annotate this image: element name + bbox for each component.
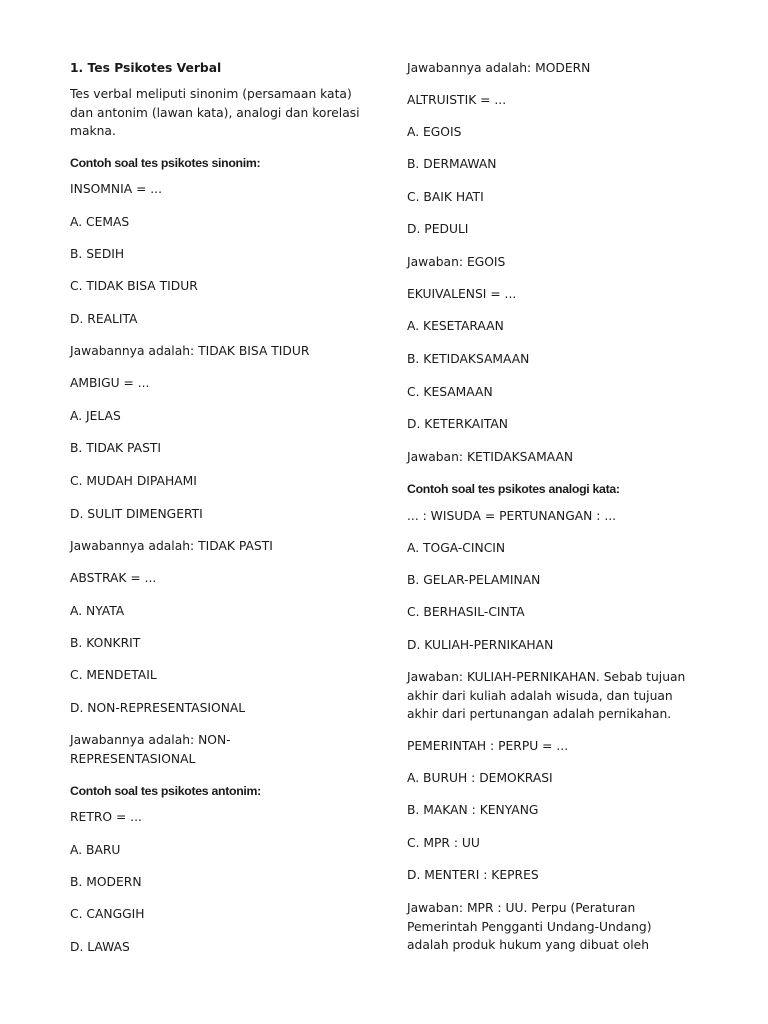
antonim-heading: Contoh soal tes psikotes antonim:	[70, 784, 261, 798]
answer-explanation: Jawaban: KULIAH-PERNIKAHAN. Sebab tujuan akhir dari kuliah adalah wisuda, dan tujuan akhir dari pertunangan adalah pernikahan.	[407, 670, 686, 721]
option-a: A. NYATA	[70, 604, 125, 618]
option-c: C. MPR : UU	[407, 836, 480, 850]
option-c: C. MUDAH DIPAHAMI	[70, 474, 197, 488]
question-altruistik: ALTRUISTIK = ...	[407, 93, 507, 107]
question-pemerintah: PEMERINTAH : PERPU = ...	[407, 739, 569, 753]
question-ambigu: AMBIGU = ...	[70, 376, 150, 390]
option-a: A. BURUH : DEMOKRASI	[407, 771, 553, 785]
option-d: D. REALITA	[70, 312, 138, 326]
option-d: D. MENTERI : KEPRES	[407, 868, 539, 882]
answer-explanation: Jawaban: MPR : UU. Perpu (Peraturan Pemerintah Pengganti Undang-Undang) adalah produk hukum yang dibuat oleh	[407, 901, 652, 952]
option-d: D. KULIAH-PERNIKAHAN	[407, 638, 554, 652]
option-a: A. JELAS	[70, 409, 121, 423]
question-ekuivalensi: EKUIVALENSI = ...	[407, 287, 517, 301]
section-title: 1. Tes Psikotes Verbal	[70, 61, 222, 75]
answer: Jawabannya adalah: NON-REPRESENTASIONAL	[70, 733, 231, 766]
option-c: C. TIDAK BISA TIDUR	[70, 279, 198, 293]
option-a: A. KESETARAAN	[407, 319, 504, 333]
option-c: C. CANGGIH	[70, 907, 145, 921]
analogi-heading: Contoh soal tes psikotes analogi kata:	[407, 482, 620, 496]
option-d: D. NON-REPRESENTASIONAL	[70, 701, 246, 715]
option-d: D. SULIT DIMENGERTI	[70, 507, 203, 521]
answer: Jawabannya adalah: TIDAK PASTI	[70, 539, 273, 553]
answer: Jawaban: KETIDAKSAMAAN	[407, 450, 574, 464]
option-b: B. KONKRIT	[70, 636, 141, 650]
question-wisuda: ... : WISUDA = PERTUNANGAN : ...	[407, 509, 617, 523]
answer: Jawaban: EGOIS	[407, 255, 506, 269]
option-b: B. GELAR-PELAMINAN	[407, 573, 541, 587]
question-insomnia: INSOMNIA = ...	[70, 182, 163, 196]
option-a: A. TOGA-CINCIN	[407, 541, 506, 555]
option-c: C. KESAMAAN	[407, 385, 493, 399]
option-b: B. SEDIH	[70, 247, 125, 261]
option-c: C. MENDETAIL	[70, 668, 157, 682]
option-b: B. KETIDAKSAMAAN	[407, 352, 530, 366]
option-a: A. BARU	[70, 843, 121, 857]
option-b: B. MAKAN : KENYANG	[407, 803, 539, 817]
question-abstrak: ABSTRAK = ...	[70, 571, 157, 585]
intro-paragraph: Tes verbal meliputi sinonim (persamaan kata) dan antonim (lawan kata), analogi dan korelasi makna.	[70, 87, 360, 138]
option-b: B. MODERN	[70, 875, 142, 889]
option-b: B. DERMAWAN	[407, 157, 497, 171]
option-b: B. TIDAK PASTI	[70, 441, 162, 455]
option-c: C. BAIK HATI	[407, 190, 484, 204]
option-a: A. EGOIS	[407, 125, 462, 139]
answer: Jawabannya adalah: TIDAK BISA TIDUR	[70, 344, 310, 358]
sinonim-heading: Contoh soal tes psikotes sinonim:	[70, 156, 261, 170]
option-a: A. CEMAS	[70, 215, 130, 229]
option-d: D. KETERKAITAN	[407, 417, 508, 431]
option-d: D. LAWAS	[70, 940, 130, 954]
option-d: D. PEDULI	[407, 222, 469, 236]
answer: Jawabannya adalah: MODERN	[407, 61, 591, 75]
question-retro: RETRO = ...	[70, 810, 142, 824]
option-c: C. BERHASIL-CINTA	[407, 605, 525, 619]
